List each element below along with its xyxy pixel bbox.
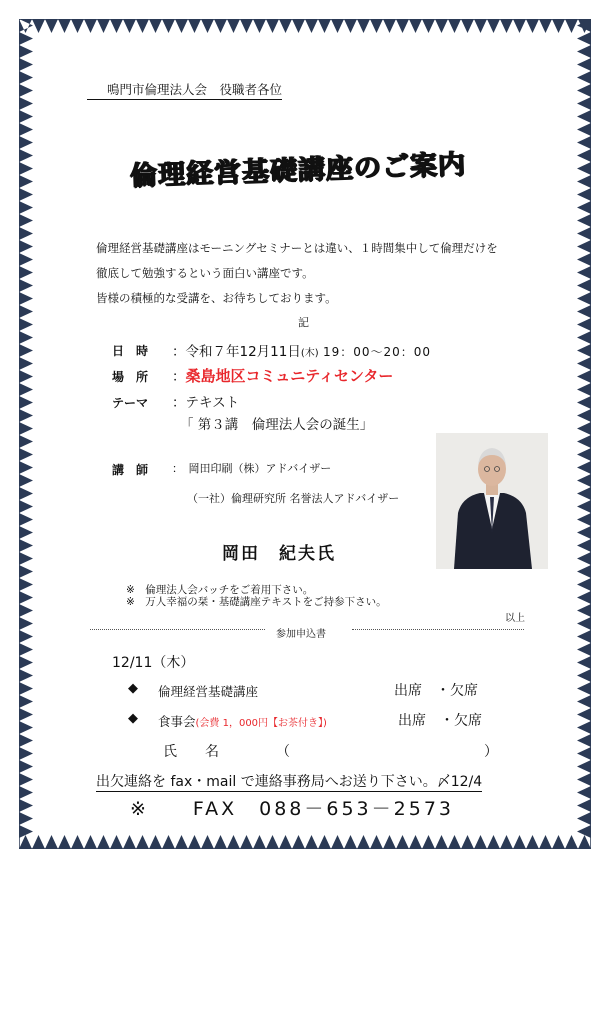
- dotted-separator-right: [352, 629, 524, 630]
- theme-label: テーマ: [112, 396, 149, 410]
- diamond-icon: ◆: [128, 711, 138, 726]
- name-field[interactable]: [292, 740, 478, 760]
- lecturer-affiliation-1: ： 岡田印刷（株）アドバイザー: [172, 462, 332, 475]
- intro-line-3: 皆様の積極的な受講を、お待ちしております。: [96, 291, 337, 305]
- intro-line-2: 徹底して勉強するという面白い講座です。: [96, 266, 314, 280]
- dotted-separator-left: [90, 629, 265, 630]
- course-attendance-choice[interactable]: 出席 ・欠席: [394, 683, 478, 699]
- place-value: [172, 365, 393, 386]
- name-open-paren: （: [276, 744, 290, 760]
- place-colon: ：: [172, 369, 186, 385]
- datetime-value: [172, 340, 431, 360]
- name-label: 氏 名: [163, 744, 219, 760]
- lecturer-label: 講 師: [112, 463, 149, 477]
- form-date: 12/11（木）: [112, 655, 195, 671]
- ki-mark: 記: [298, 316, 309, 329]
- name-close-paren: ）: [484, 744, 498, 760]
- ijo-mark: 以上: [505, 613, 525, 624]
- fax-number: ※ FAX 088－653－2573: [130, 798, 455, 820]
- page-title: 倫理経営基礎講座のご案内: [129, 149, 467, 192]
- theme-sub: 「 第３講 倫理法人会の誕生」: [180, 417, 374, 433]
- datetime-date: ：令和７年12月11日: [172, 344, 301, 360]
- diamond-icon: ◆: [128, 681, 138, 696]
- lecturer-photo: [436, 433, 548, 569]
- datetime-day: (木): [300, 348, 319, 359]
- place-label: 場 所: [112, 370, 149, 384]
- note-2: ※ 万人幸福の栞・基礎講座テキストをご持参下さい。: [126, 596, 387, 608]
- form-heading: 参加申込書: [276, 629, 326, 640]
- lecturer-name: 岡田 紀夫氏: [222, 544, 336, 564]
- deadline-notice: 出欠連絡を fax・mail で連絡事務局へお送り下さい。〆12/4: [96, 771, 482, 792]
- datetime-label: 日 時: [112, 344, 149, 358]
- note-1: ※ 倫理法人会バッチをご着用下さい。: [126, 584, 314, 596]
- form-item-dinner: [158, 712, 327, 730]
- datetime-time: 19：00～20：00: [322, 345, 432, 359]
- place-name: 桑島地区コミュニティセンター: [185, 367, 394, 385]
- dinner-label: 食事会: [158, 714, 196, 729]
- dinner-attendance-choice[interactable]: 出席 ・欠席: [398, 713, 482, 729]
- dinner-fee: (会費 1，000円【お茶付き】): [195, 718, 327, 729]
- form-item-course: 倫理経営基礎講座: [158, 684, 259, 699]
- theme-value: ：テキスト: [172, 395, 240, 411]
- intro-line-1: 倫理経営基礎講座はモーニングセミナーとは違い、１時間集中して倫理だけを: [96, 241, 498, 255]
- addressee-line: 鳴門市倫理法人会 役職者各位: [87, 80, 282, 100]
- lecturer-affiliation-2: （一社）倫理研究所 名誉法人アドバイザー: [187, 492, 400, 505]
